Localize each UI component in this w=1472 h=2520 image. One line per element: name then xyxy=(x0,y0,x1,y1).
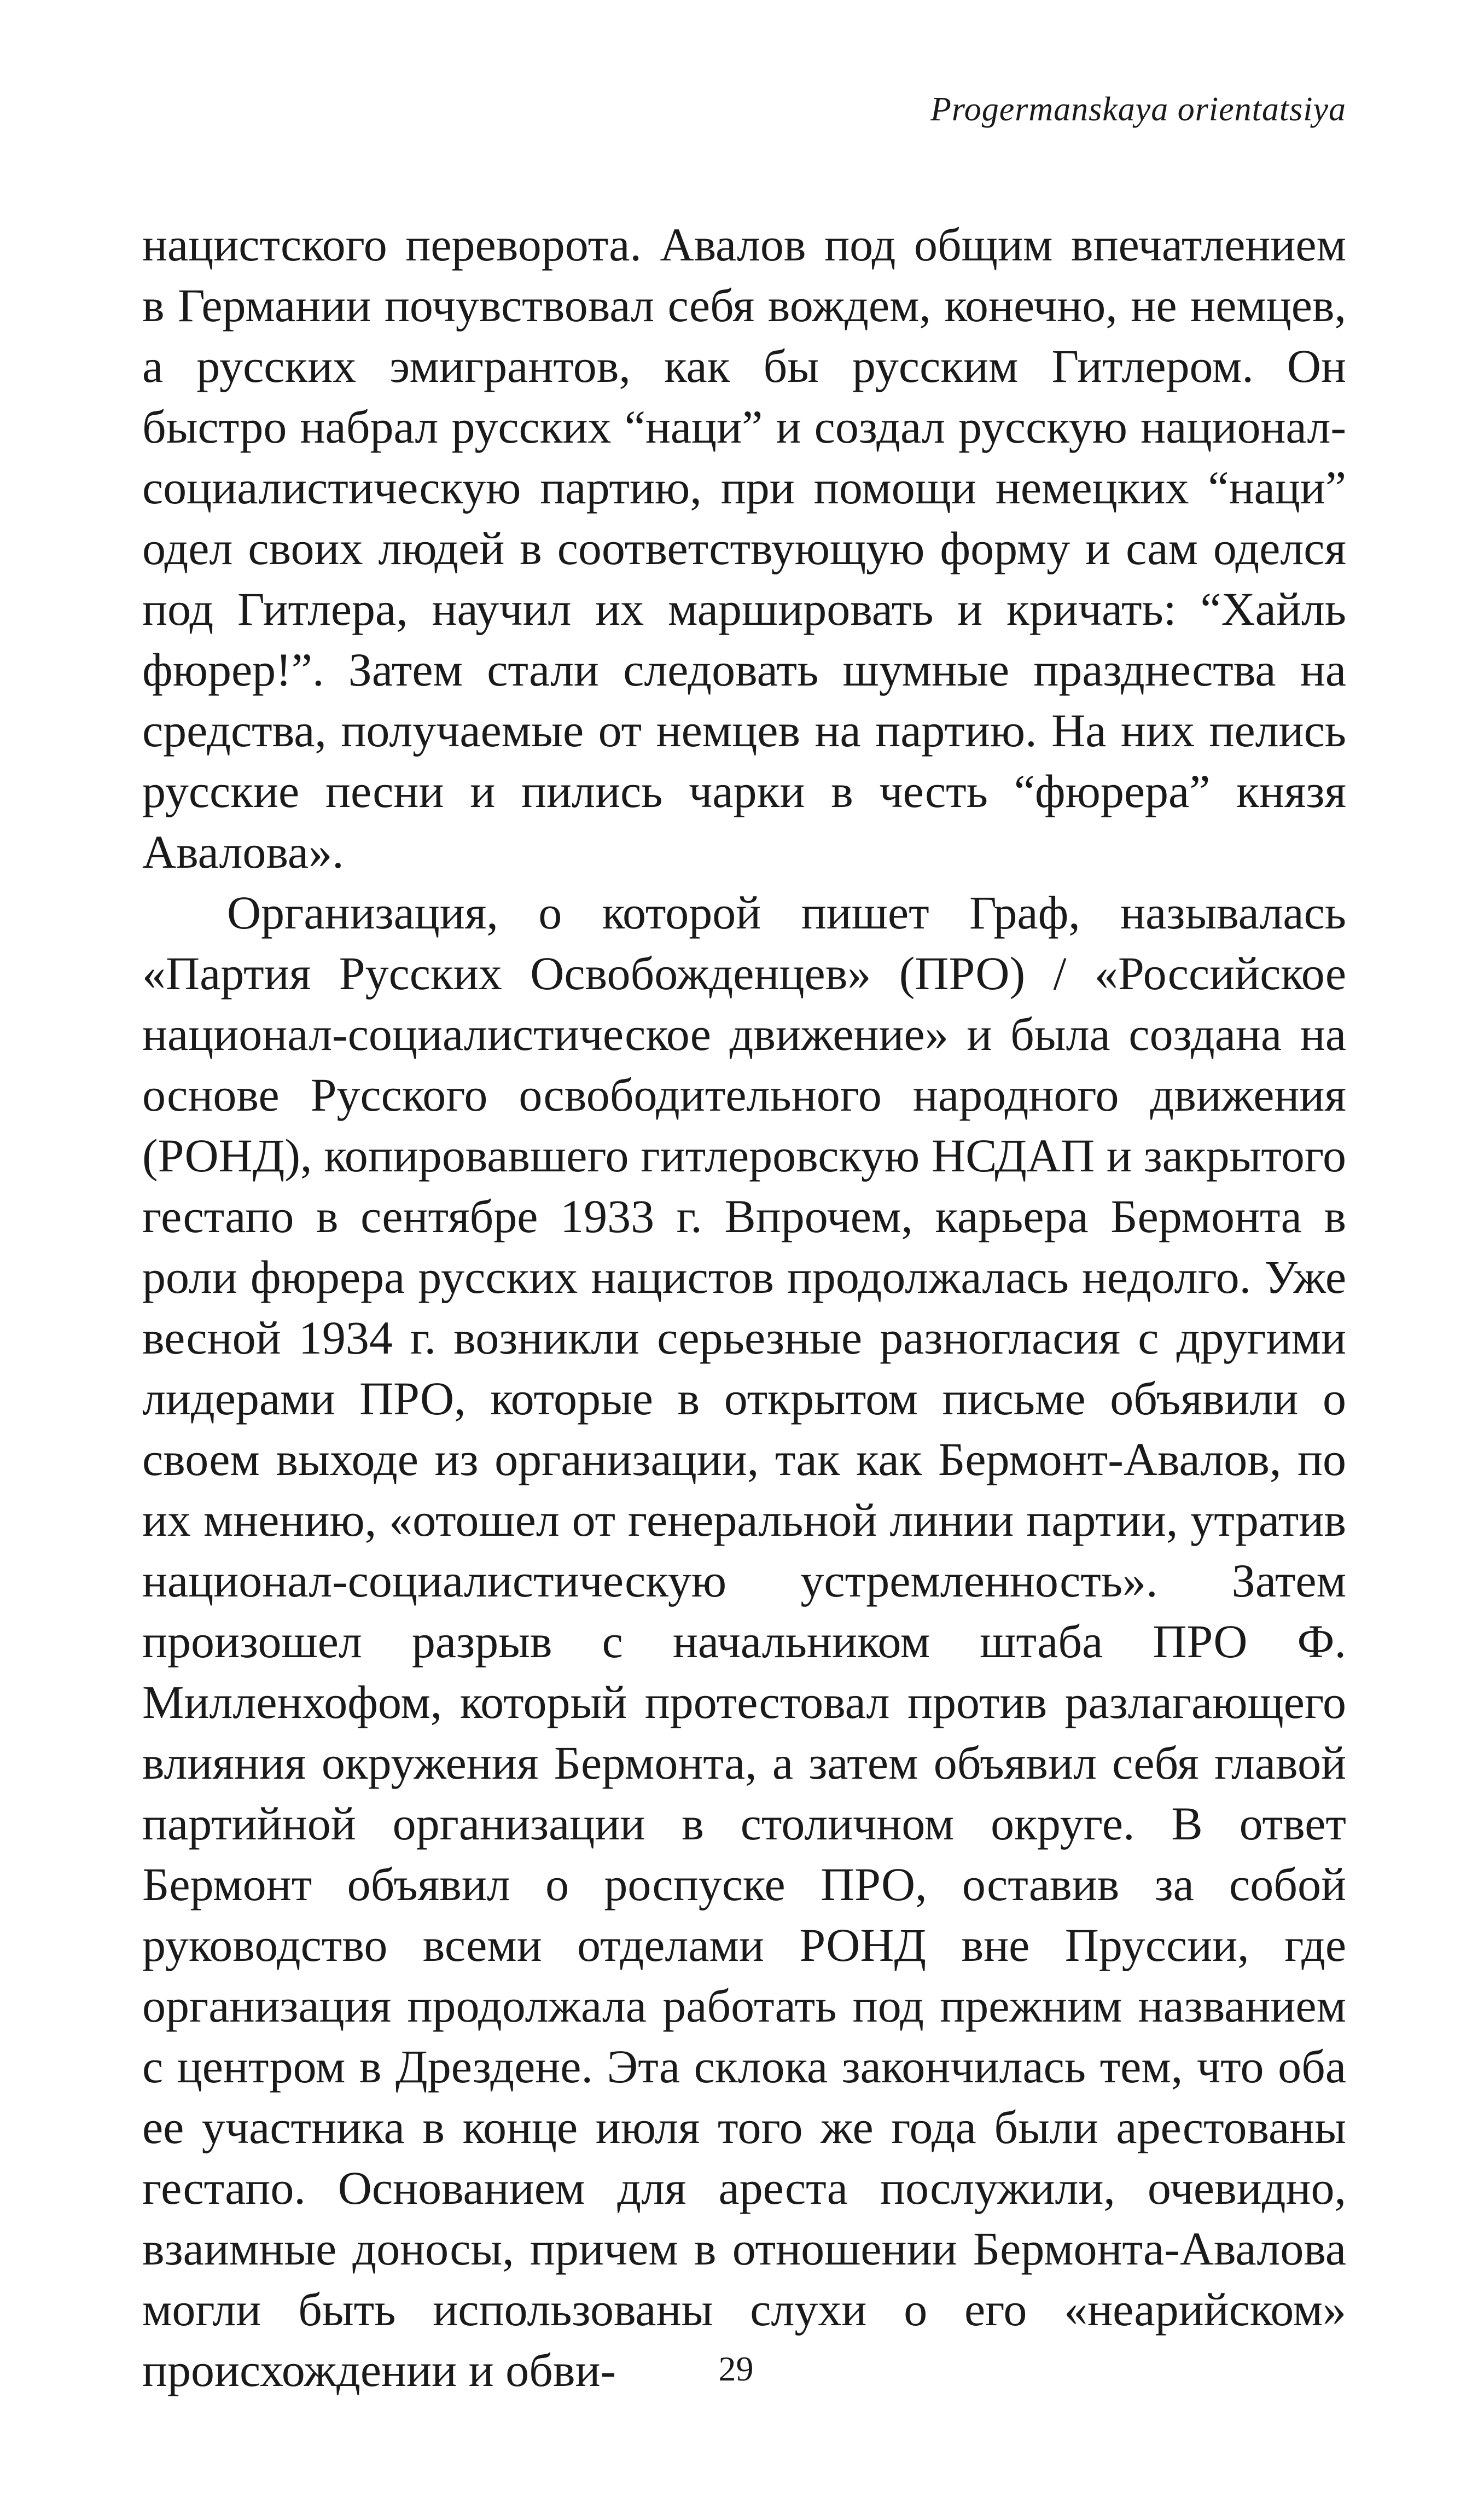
paragraph-organization: Организация, о которой пишет Граф, называлась «Партия Русских Освобожденцев» (ПРО) / «Российское национал-социалистическое движение» и была создана на основе Русского освободительного народного движения (РОНД), копировавшего гитлеровскую НСДАП и закрытого гестапо в сентябре 1933 г. Впрочем, карьера Бермонта в роли фюрера русских нацистов продолжалась недолго. Уже весной 1934 г. возникли серьезные разногласия с другими лидерами ПРО, которые в открытом письме объявили о своем выходе из организации, так как Бермонт-Авалов, по их мнению, «отошел от генеральной линии партии, утратив национал-социалистическую устремленность». Затем произошел разрыв с начальником штаба ПРО Ф. Милленхофом, который протестовал против разлагающего влияния окружения Бермонта, а затем объявил себя главой партийной организации в столичном округе. В ответ Бермонт объявил о роспуске ПРО, оставив за собой руководство всеми отделами РОНД вне Пруссии, где организация продолжала работать под прежним названием с центром в Дрездене. Эта склока закончилась тем, что оба ее участника в конце июля того же года были арестованы гестапо. Основанием для ареста послужили, очевидно, взаимные доносы, причем в отношении Бермонта-Авалова могли быть использованы слухи о его «неарийском» происхождении и обви- xyxy=(142,886,1346,2396)
running-head: Progermanskaya orientatsiya xyxy=(930,91,1346,128)
page-number: 29 xyxy=(718,2349,754,2388)
paragraph-continued: нацистского переворота. Авалов под общим впечатлением в Германии почувствовал себя вождем, конечно, не немцев, а русских эмигрантов, как бы русским Гитлером. Он быстро набрал русских “наци” и создал русскую национал-социалистическую партию, при помощи немецких “наци” одел своих людей в соответствующую форму и сам оделся под Гитлера, научил их маршировать и кричать: “Хайль фюрер!”. Затем стали следовать шумные празднества на средства, получаемые от немцев на партию. На них пелись русские песни и пились чарки в честь “фюрера” князя Авалова». xyxy=(142,218,1346,878)
body-text xyxy=(142,214,1346,2401)
